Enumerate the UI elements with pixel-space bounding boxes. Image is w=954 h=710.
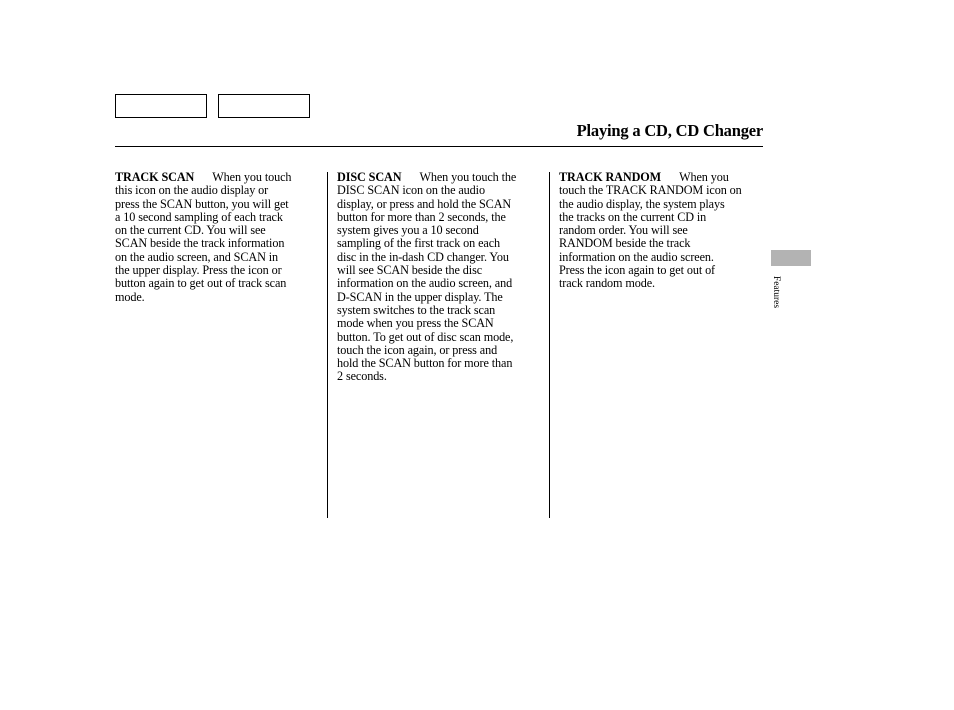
- text-line: [337, 344, 542, 357]
- body-text: mode.: [115, 289, 145, 304]
- body-text: track random mode.: [559, 276, 656, 291]
- body-text: on the current CD. You will see: [115, 223, 266, 238]
- text-line: [559, 264, 764, 277]
- text-line: [337, 264, 542, 277]
- text-line: [559, 237, 764, 250]
- text-line: [559, 224, 764, 237]
- body-text: touch the icon again, or press and: [337, 342, 498, 357]
- body-text: When you touch the: [419, 170, 517, 184]
- text-line: [559, 251, 764, 264]
- section-label: Features: [771, 275, 781, 309]
- text-line: [115, 171, 320, 184]
- body-text: will see SCAN beside the disc: [337, 263, 483, 278]
- text-line: [115, 237, 320, 250]
- text-line: [337, 237, 542, 250]
- section-tab: [771, 250, 811, 266]
- text-line: [115, 251, 320, 264]
- body-text: on the audio screen, and SCAN in: [115, 249, 278, 264]
- next-page-button[interactable]: [218, 94, 310, 118]
- text-line: [337, 291, 542, 304]
- section-heading: DISC SCAN: [337, 170, 402, 184]
- text-line: [559, 211, 764, 224]
- text-line: [337, 224, 542, 237]
- body-text: random order. You will see: [559, 223, 688, 238]
- track-scan-section: [115, 171, 320, 304]
- text-line: [115, 264, 320, 277]
- body-text: SCAN beside the track information: [115, 236, 285, 251]
- text-line: [337, 198, 542, 211]
- body-text: button for more than 2 seconds, the: [337, 209, 506, 224]
- column-divider: [549, 172, 550, 518]
- text-line: [115, 291, 320, 304]
- text-line: [337, 357, 542, 370]
- body-text: the upper display. Press the icon or: [115, 263, 282, 278]
- body-text: system switches to the track scan: [337, 302, 496, 317]
- text-line: [337, 304, 542, 317]
- body-text: the audio display, the system plays: [559, 196, 725, 211]
- text-line: [115, 211, 320, 224]
- text-line: [559, 277, 764, 290]
- text-line: [559, 171, 764, 184]
- column-divider: [327, 172, 328, 518]
- body-text: mode when you press the SCAN: [337, 316, 494, 331]
- text-line: [559, 184, 764, 197]
- body-text: 2 seconds.: [337, 369, 387, 384]
- text-line: [337, 184, 542, 197]
- text-line: [559, 198, 764, 211]
- body-text: information on the audio screen, and: [337, 276, 513, 291]
- text-line: [115, 184, 320, 197]
- text-line: [115, 277, 320, 290]
- body-text: touch the TRACK RANDOM icon on: [559, 183, 742, 198]
- body-text: button. To get out of disc scan mode,: [337, 329, 514, 344]
- body-text: Press the icon again to get out of: [559, 263, 716, 278]
- body-text: press the SCAN button, you will get: [115, 196, 289, 211]
- body-text: the tracks on the current CD in: [559, 209, 707, 224]
- body-text: DISC SCAN icon on the audio: [337, 183, 485, 198]
- body-text: system gives you a 10 second: [337, 223, 479, 238]
- section-heading: TRACK RANDOM: [559, 170, 662, 184]
- text-line: [337, 317, 542, 330]
- body-text: display, or press and hold the SCAN: [337, 196, 512, 211]
- body-text: this icon on the audio display or: [115, 183, 269, 198]
- body-text: information on the audio screen.: [559, 249, 714, 264]
- disc-scan-section: [337, 171, 542, 384]
- body-text: D-SCAN in the upper display. The: [337, 289, 503, 304]
- text-line: [337, 211, 542, 224]
- track-random-section: [559, 171, 764, 291]
- body-text: sampling of the first track on each: [337, 236, 501, 251]
- page-title: Playing a CD, CD Changer: [576, 121, 763, 140]
- body-text: a 10 second sampling of each track: [115, 209, 283, 224]
- body-text: disc in the in-dash CD changer. You: [337, 249, 509, 264]
- body-text: RANDOM beside the track: [559, 236, 691, 251]
- body-text: hold the SCAN button for more than: [337, 356, 513, 371]
- text-line: [337, 370, 542, 383]
- body-text: button again to get out of track scan: [115, 276, 287, 291]
- text-line: [337, 331, 542, 344]
- body-text: When you touch: [212, 170, 292, 184]
- section-heading: TRACK SCAN: [115, 170, 195, 184]
- previous-page-button[interactable]: [115, 94, 207, 118]
- body-text: When you: [679, 170, 729, 184]
- text-line: [115, 224, 320, 237]
- text-line: [337, 251, 542, 264]
- title-rule: [115, 146, 763, 147]
- text-line: [337, 171, 542, 184]
- text-line: [337, 277, 542, 290]
- text-line: [115, 198, 320, 211]
